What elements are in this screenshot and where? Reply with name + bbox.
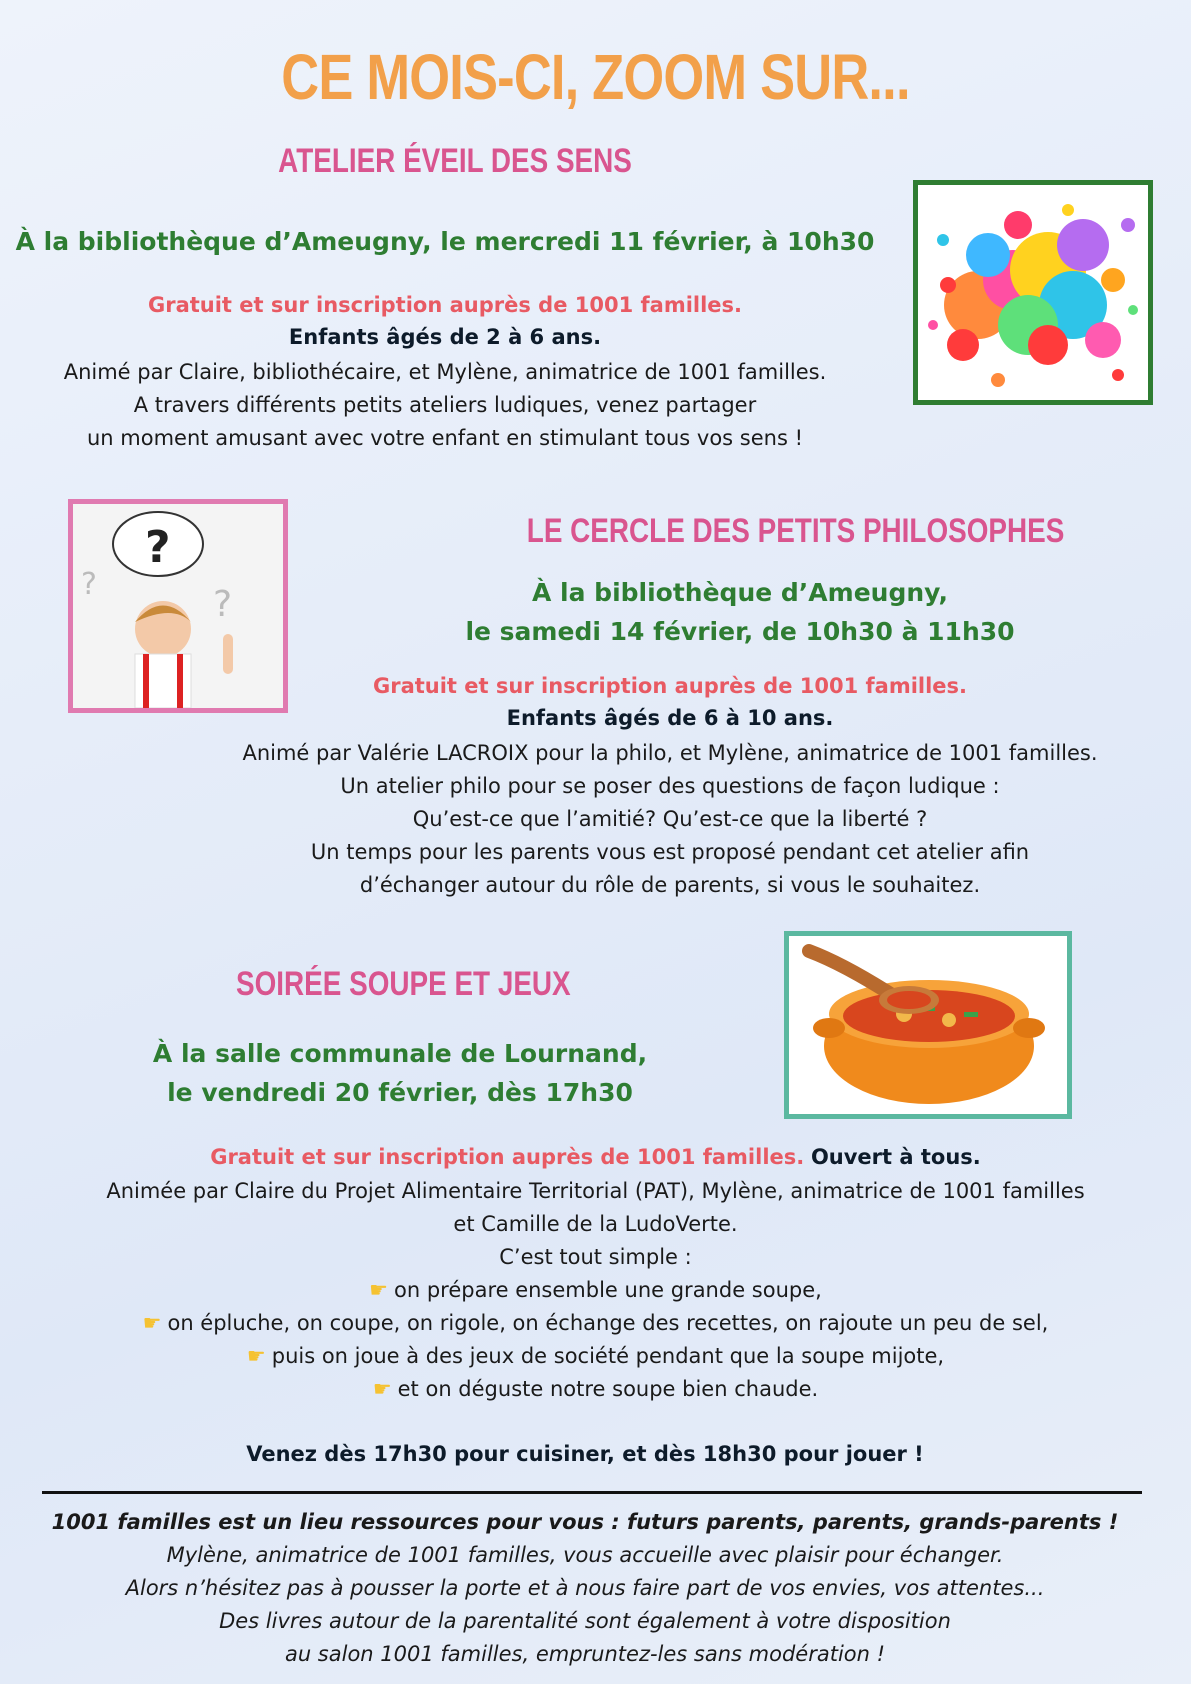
- footer-line: Mylène, animatrice de 1001 familles, vous accueille avec plaisir pour échanger.: [166, 1543, 1004, 1567]
- event3-line: et Camille de la LudoVerte.: [453, 1212, 738, 1236]
- pointing-hand-icon: ☛: [246, 1344, 266, 1368]
- footer: [0, 1506, 1170, 1671]
- footer-line: au salon 1001 familles, empruntez-les sans modération !: [284, 1642, 886, 1666]
- event1-location: À la bibliothèque d’Ameugny, le mercredi 11 février, à 10h30: [15, 227, 875, 256]
- footer-line: Des livres autour de la parentalité sont également à votre disposition: [219, 1609, 951, 1633]
- event3-line: Animée par Claire du Projet Alimentaire Territorial (PAT), Mylène, animatrice de 1001 familles: [106, 1179, 1085, 1203]
- event3-bullet-text: on épluche, on coupe, on rigole, on échange des recettes, on rajoute un peu de sel,: [167, 1311, 1049, 1335]
- event1-line: Animé par Claire, bibliothécaire, et Mylène, animatrice de 1001 familles.: [63, 360, 827, 384]
- event1-line: A travers différents petits ateliers ludiques, venez partager: [133, 393, 757, 417]
- event3-free-row: [0, 1145, 1191, 1169]
- event3-heading: SOIRÉE SOUPE ET JEUX: [236, 965, 571, 1003]
- event2-line: Un temps pour les parents vous est proposé pendant cet atelier afin: [310, 840, 1030, 864]
- paint-splash-image: [913, 180, 1153, 405]
- footer-line: Alors n’hésitez pas à pousser la porte et à nous faire part de vos envies, vos attentes...: [125, 1576, 1045, 1600]
- event3-bullet: [0, 1373, 1191, 1406]
- event3-bullet: [0, 1340, 1191, 1373]
- event2-heading: LE CERCLE DES PETITS PHILOSOPHES: [526, 512, 1065, 550]
- event3-bullet: [0, 1274, 1191, 1307]
- event3-line: C’est tout simple :: [499, 1245, 692, 1269]
- event2-location-date: le samedi 14 février, de 10h30 à 11h30: [465, 617, 1015, 646]
- pointing-hand-icon: ☛: [372, 1377, 392, 1401]
- event3-bullet-text: puis on joue à des jeux de société pendant que la soupe mijote,: [271, 1344, 945, 1368]
- event1-line: un moment amusant avec votre enfant en stimulant tous vos sens !: [87, 426, 803, 450]
- event3-bullet-text: on prépare ensemble une grande soupe,: [393, 1278, 822, 1302]
- event3-location-place: À la salle communale de Lournand,: [152, 1039, 648, 1068]
- event3-open-note: Ouvert à tous.: [810, 1145, 981, 1169]
- event3-bullet-text: et on déguste notre soupe bien chaude.: [397, 1377, 819, 1401]
- event2-line: Un atelier philo pour se poser des questions de façon ludique :: [340, 774, 1000, 798]
- soup-pot-icon: [789, 936, 1067, 1114]
- svg-text:?: ?: [81, 567, 97, 602]
- page-title: CE MOIS-CI, ZOOM SUR...: [281, 41, 910, 113]
- footer-divider: [42, 1491, 1142, 1494]
- svg-text:?: ?: [145, 522, 171, 573]
- event1-age: Enfants âgés de 2 à 6 ans.: [288, 325, 602, 349]
- soup-pot-image: [784, 931, 1072, 1119]
- event3-closing: Venez dès 17h30 pour cuisiner, et dès 18h30 pour jouer !: [246, 1442, 924, 1466]
- event2-line: Qu’est-ce que l’amitié? Qu’est-ce que la liberté ?: [412, 807, 928, 831]
- event1-description: [0, 356, 890, 455]
- event3-free-note: Gratuit et sur inscription auprès de 1001 familles.: [210, 1145, 805, 1169]
- event2-line: Animé par Valérie LACROIX pour la philo, et Mylène, animatrice de 1001 familles.: [242, 741, 1098, 765]
- pointing-hand-icon: ☛: [369, 1278, 388, 1302]
- event2-age: Enfants âgés de 6 à 10 ans.: [506, 706, 834, 730]
- event2-description: [200, 737, 1140, 902]
- event2-line: d’échanger autour du rôle de parents, si vous le souhaitez.: [359, 873, 981, 897]
- event2-location-place: À la bibliothèque d’Ameugny,: [531, 578, 948, 607]
- pointing-hand-icon: ☛: [142, 1311, 162, 1335]
- event1-heading: ATELIER ÉVEIL DES SENS: [278, 142, 632, 180]
- event2-free-note: Gratuit et sur inscription auprès de 1001 familles.: [372, 674, 968, 698]
- svg-text:?: ?: [213, 584, 233, 625]
- event1-free-note: Gratuit et sur inscription auprès de 1001 familles.: [147, 293, 743, 317]
- footer-lead: 1001 familles est un lieu ressources pour vous : futurs parents, parents, grands-parents !: [51, 1510, 1119, 1534]
- paint-splash-icon: [918, 185, 1148, 400]
- event3-description: [0, 1175, 1191, 1406]
- event3-bullet: [0, 1307, 1191, 1340]
- event3-location-date: le vendredi 20 février, dès 17h30: [167, 1078, 633, 1107]
